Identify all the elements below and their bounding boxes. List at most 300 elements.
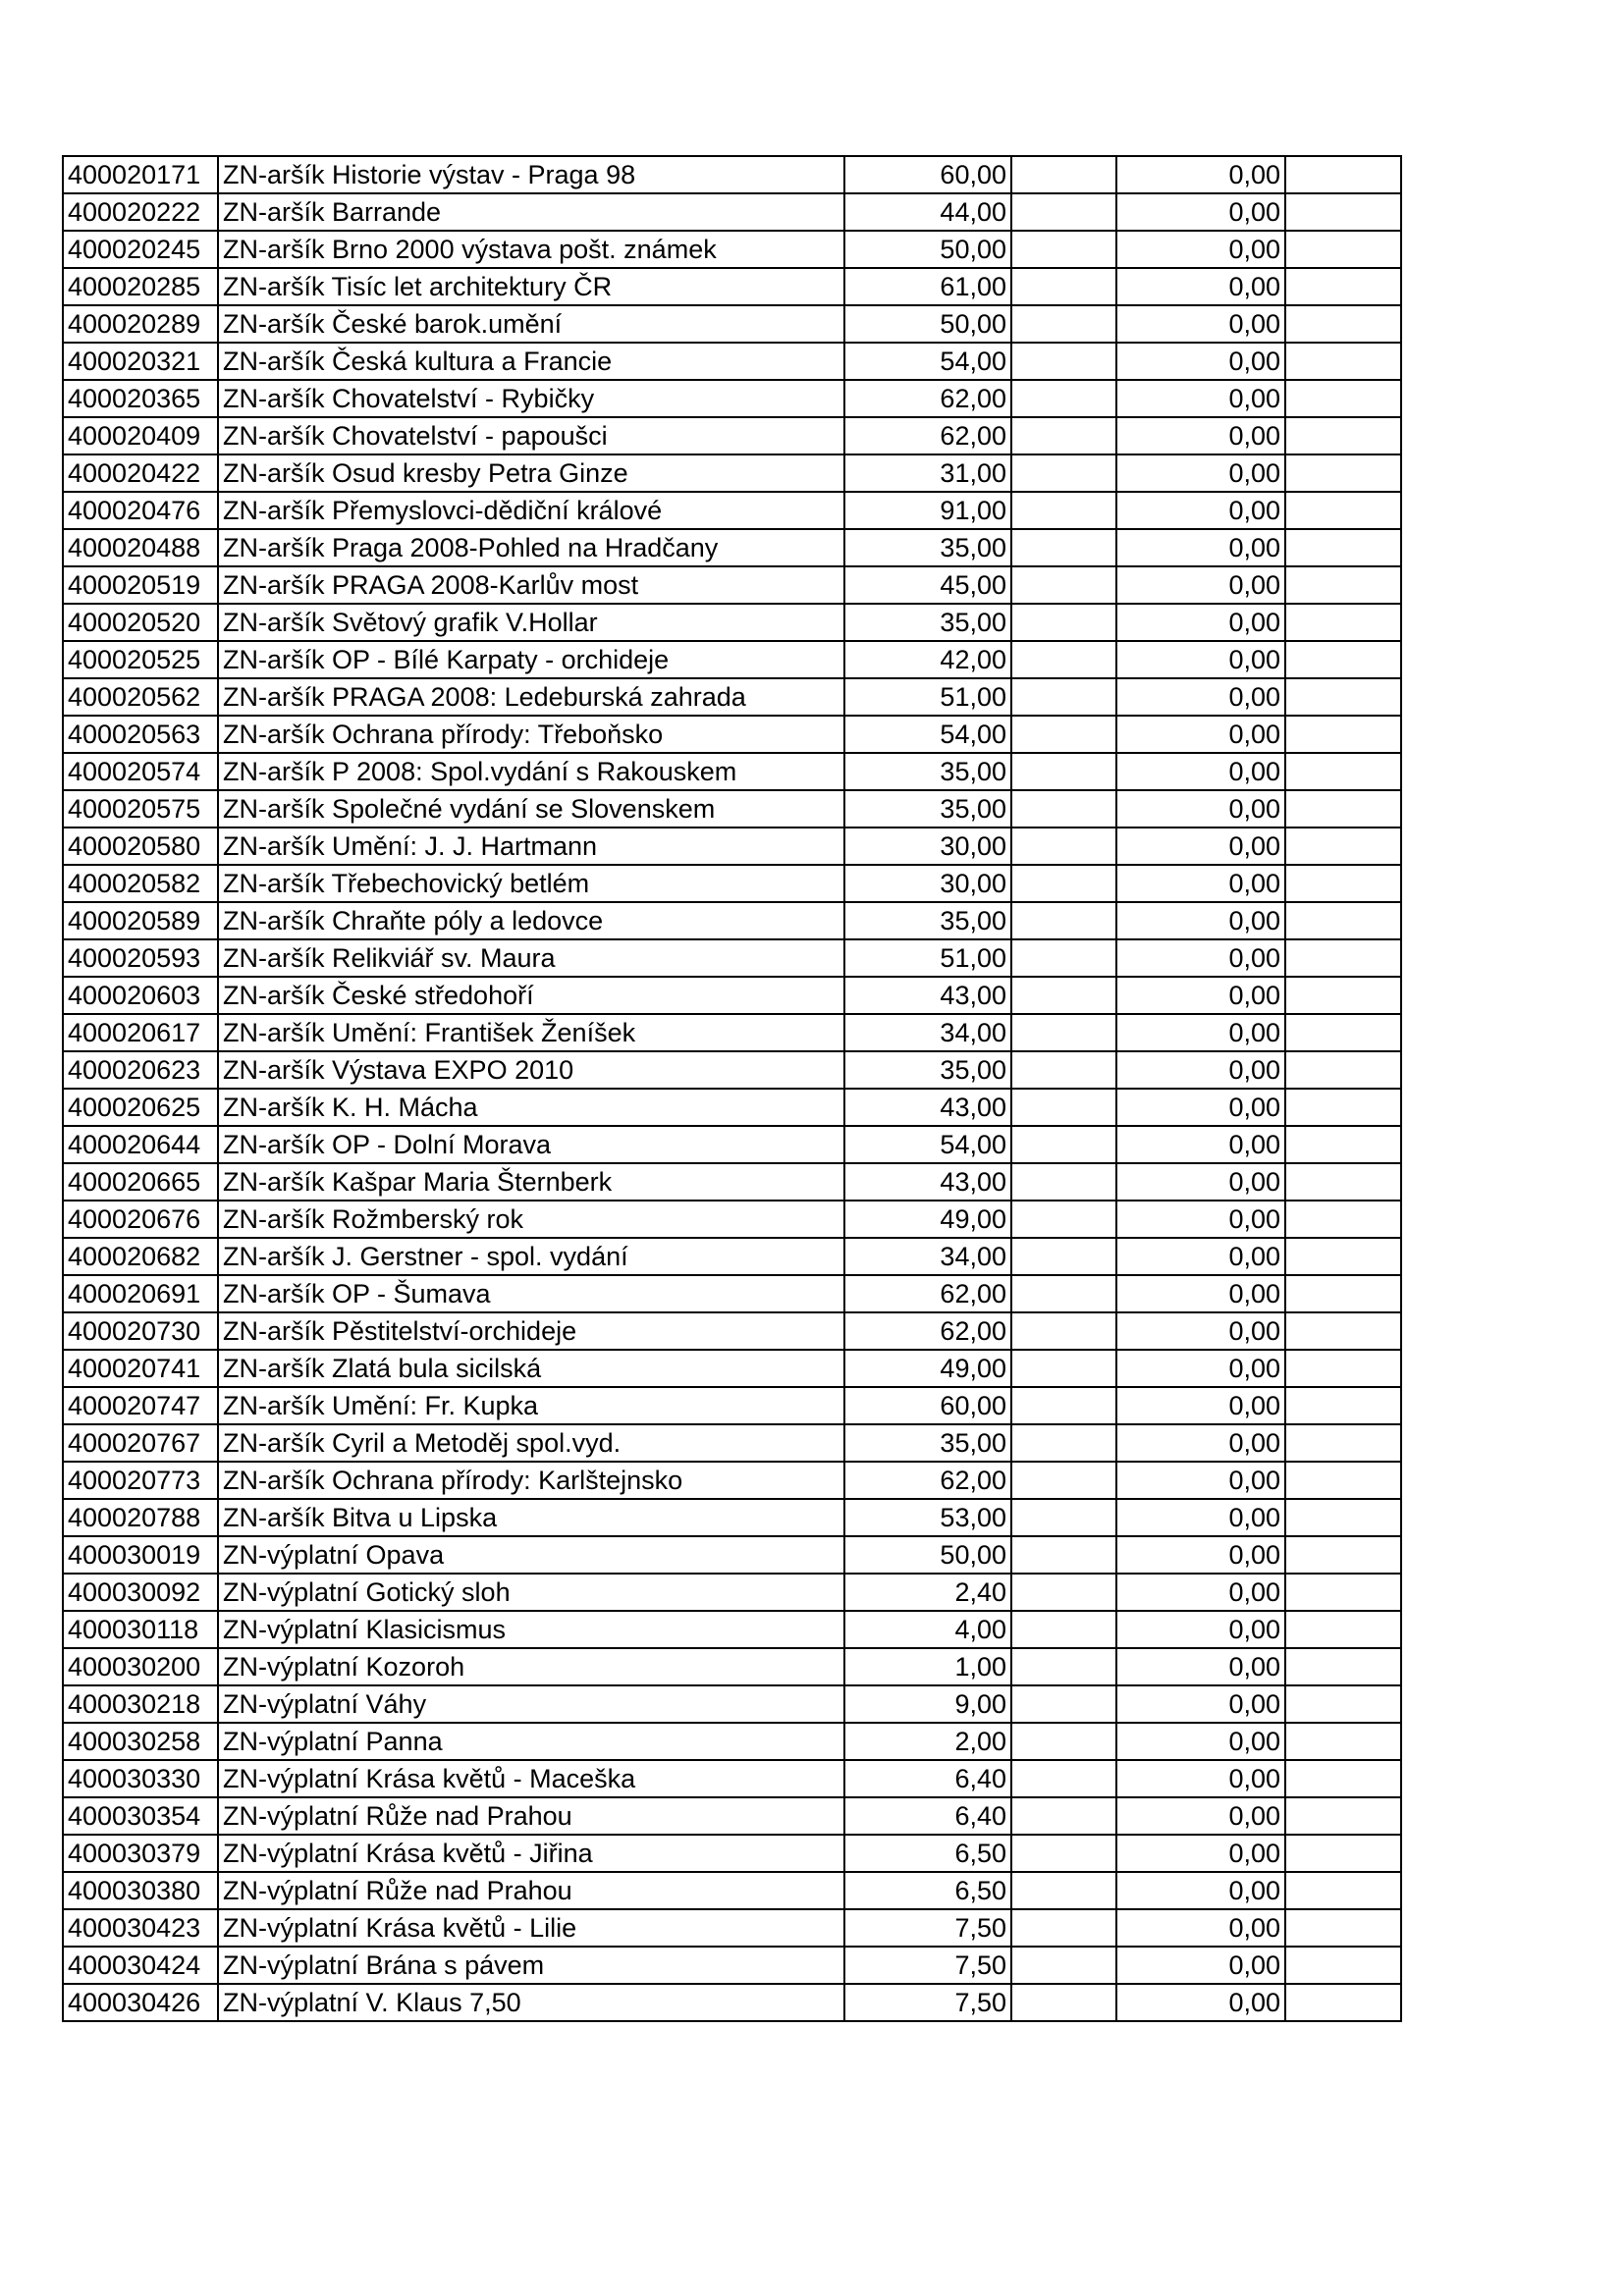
item-code-cell: 400020525	[63, 641, 218, 678]
table-row	[63, 1462, 1401, 1499]
table-row	[63, 1424, 1401, 1462]
item-name-cell: ZN-aršík Historie výstav - Praga 98	[218, 156, 844, 193]
item-price-cell: 6,40	[844, 1760, 1011, 1797]
item-code-cell: 400020773	[63, 1462, 218, 1499]
item-price-cell: 50,00	[844, 231, 1011, 268]
item-value-cell: 0,00	[1116, 902, 1285, 939]
item-code-cell: 400020617	[63, 1014, 218, 1051]
table-row	[63, 1909, 1401, 1947]
item-code-cell: 400030092	[63, 1574, 218, 1611]
item-price-cell: 35,00	[844, 1051, 1011, 1089]
empty-cell	[1285, 1611, 1401, 1648]
item-code-cell: 400020562	[63, 678, 218, 716]
empty-cell	[1285, 156, 1401, 193]
item-name-cell: ZN-výplatní Růže nad Prahou	[218, 1872, 844, 1909]
empty-cell	[1285, 828, 1401, 865]
table-body	[63, 156, 1401, 2021]
table-row	[63, 1760, 1401, 1797]
item-code-cell: 400030118	[63, 1611, 218, 1648]
table-row	[63, 1611, 1401, 1648]
item-name-cell: ZN-aršík Barrande	[218, 193, 844, 231]
item-code-cell: 400030423	[63, 1909, 218, 1947]
item-name-cell: ZN-výplatní Opava	[218, 1536, 844, 1574]
item-name-cell: ZN-výplatní Gotický sloh	[218, 1574, 844, 1611]
item-price-cell: 35,00	[844, 790, 1011, 828]
empty-cell	[1285, 641, 1401, 678]
table-row	[63, 343, 1401, 380]
item-code-cell: 400020747	[63, 1387, 218, 1424]
item-name-cell: ZN-aršík Chraňte póly a ledovce	[218, 902, 844, 939]
table-row	[63, 1947, 1401, 1984]
empty-cell	[1285, 1163, 1401, 1201]
item-code-cell: 400020321	[63, 343, 218, 380]
item-price-cell: 4,00	[844, 1611, 1011, 1648]
item-price-cell: 35,00	[844, 529, 1011, 566]
empty-cell	[1285, 343, 1401, 380]
item-value-cell: 0,00	[1116, 790, 1285, 828]
item-price-cell: 2,40	[844, 1574, 1011, 1611]
empty-cell	[1011, 380, 1116, 417]
empty-cell	[1011, 1536, 1116, 1574]
item-code-cell: 400030330	[63, 1760, 218, 1797]
item-price-cell: 50,00	[844, 305, 1011, 343]
item-code-cell: 400020245	[63, 231, 218, 268]
item-price-cell: 60,00	[844, 1387, 1011, 1424]
item-code-cell: 400020222	[63, 193, 218, 231]
item-name-cell: ZN-aršík Kašpar Maria Šternberk	[218, 1163, 844, 1201]
empty-cell	[1285, 305, 1401, 343]
table-row	[63, 1238, 1401, 1275]
empty-cell	[1285, 753, 1401, 790]
item-name-cell: ZN-aršík Třebechovický betlém	[218, 865, 844, 902]
item-code-cell: 400020644	[63, 1126, 218, 1163]
table-row	[63, 865, 1401, 902]
item-value-cell: 0,00	[1116, 1685, 1285, 1723]
table-row	[63, 604, 1401, 641]
item-value-cell: 0,00	[1116, 1760, 1285, 1797]
empty-cell	[1285, 790, 1401, 828]
item-value-cell: 0,00	[1116, 566, 1285, 604]
item-value-cell: 0,00	[1116, 716, 1285, 753]
empty-cell	[1285, 1835, 1401, 1872]
empty-cell	[1285, 1760, 1401, 1797]
empty-cell	[1011, 566, 1116, 604]
empty-cell	[1285, 977, 1401, 1014]
item-value-cell: 0,00	[1116, 343, 1285, 380]
empty-cell	[1011, 1163, 1116, 1201]
empty-cell	[1285, 1536, 1401, 1574]
item-price-cell: 54,00	[844, 1126, 1011, 1163]
empty-cell	[1285, 865, 1401, 902]
item-code-cell: 400020625	[63, 1089, 218, 1126]
empty-cell	[1011, 678, 1116, 716]
item-value-cell: 0,00	[1116, 1536, 1285, 1574]
item-price-cell: 61,00	[844, 268, 1011, 305]
empty-cell	[1011, 492, 1116, 529]
item-price-cell: 51,00	[844, 678, 1011, 716]
empty-cell	[1285, 268, 1401, 305]
item-value-cell: 0,00	[1116, 977, 1285, 1014]
item-value-cell: 0,00	[1116, 939, 1285, 977]
table-row	[63, 1984, 1401, 2021]
empty-cell	[1011, 1238, 1116, 1275]
table-row	[63, 828, 1401, 865]
empty-cell	[1011, 1201, 1116, 1238]
item-value-cell: 0,00	[1116, 1387, 1285, 1424]
item-name-cell: ZN-aršík J. Gerstner - spol. vydání	[218, 1238, 844, 1275]
item-price-cell: 44,00	[844, 193, 1011, 231]
item-code-cell: 400030200	[63, 1648, 218, 1685]
table-row	[63, 305, 1401, 343]
item-price-cell: 7,50	[844, 1947, 1011, 1984]
item-price-cell: 2,00	[844, 1723, 1011, 1760]
item-code-cell: 400020623	[63, 1051, 218, 1089]
empty-cell	[1011, 1275, 1116, 1312]
table-row	[63, 1797, 1401, 1835]
item-code-cell: 400020593	[63, 939, 218, 977]
table-row	[63, 231, 1401, 268]
item-value-cell: 0,00	[1116, 1238, 1285, 1275]
table-row	[63, 1350, 1401, 1387]
empty-cell	[1285, 1872, 1401, 1909]
empty-cell	[1285, 231, 1401, 268]
item-price-cell: 34,00	[844, 1238, 1011, 1275]
item-price-cell: 30,00	[844, 828, 1011, 865]
item-code-cell: 400020582	[63, 865, 218, 902]
item-name-cell: ZN-aršík Rožmberský rok	[218, 1201, 844, 1238]
item-price-cell: 9,00	[844, 1685, 1011, 1723]
table-row	[63, 492, 1401, 529]
item-price-cell: 54,00	[844, 343, 1011, 380]
empty-cell	[1285, 1238, 1401, 1275]
item-price-cell: 30,00	[844, 865, 1011, 902]
empty-cell	[1285, 193, 1401, 231]
empty-cell	[1011, 1089, 1116, 1126]
item-name-cell: ZN-výplatní Váhy	[218, 1685, 844, 1723]
item-name-cell: ZN-výplatní Panna	[218, 1723, 844, 1760]
empty-cell	[1011, 417, 1116, 454]
table-row	[63, 1089, 1401, 1126]
item-price-cell: 43,00	[844, 1089, 1011, 1126]
item-code-cell: 400020171	[63, 156, 218, 193]
item-price-cell: 34,00	[844, 1014, 1011, 1051]
item-name-cell: ZN-aršík České barok.umění	[218, 305, 844, 343]
empty-cell	[1285, 1089, 1401, 1126]
empty-cell	[1011, 865, 1116, 902]
item-name-cell: ZN-aršík Zlatá bula sicilská	[218, 1350, 844, 1387]
item-price-cell: 51,00	[844, 939, 1011, 977]
item-price-cell: 43,00	[844, 1163, 1011, 1201]
item-code-cell: 400020519	[63, 566, 218, 604]
item-value-cell: 0,00	[1116, 1201, 1285, 1238]
item-code-cell: 400030019	[63, 1536, 218, 1574]
item-value-cell: 0,00	[1116, 1909, 1285, 1947]
item-name-cell: ZN-aršík Cyril a Metoděj spol.vyd.	[218, 1424, 844, 1462]
item-price-cell: 7,50	[844, 1909, 1011, 1947]
empty-cell	[1285, 1797, 1401, 1835]
item-name-cell: ZN-výplatní Krása květů - Jiřina	[218, 1835, 844, 1872]
item-code-cell: 400020488	[63, 529, 218, 566]
item-name-cell: ZN-aršík Tisíc let architektury ČR	[218, 268, 844, 305]
table-row	[63, 1126, 1401, 1163]
item-price-cell: 91,00	[844, 492, 1011, 529]
empty-cell	[1285, 1648, 1401, 1685]
item-value-cell: 0,00	[1116, 1350, 1285, 1387]
empty-cell	[1011, 1462, 1116, 1499]
item-price-cell: 53,00	[844, 1499, 1011, 1536]
empty-cell	[1285, 604, 1401, 641]
table-row	[63, 156, 1401, 193]
item-value-cell: 0,00	[1116, 753, 1285, 790]
table-row	[63, 977, 1401, 1014]
empty-cell	[1285, 566, 1401, 604]
item-value-cell: 0,00	[1116, 529, 1285, 566]
item-value-cell: 0,00	[1116, 1424, 1285, 1462]
table-row	[63, 1163, 1401, 1201]
item-code-cell: 400020767	[63, 1424, 218, 1462]
item-code-cell: 400030426	[63, 1984, 218, 2021]
item-name-cell: ZN-aršík Relikviář sv. Maura	[218, 939, 844, 977]
item-name-cell: ZN-výplatní Klasicismus	[218, 1611, 844, 1648]
item-value-cell: 0,00	[1116, 1984, 1285, 2021]
item-price-cell: 50,00	[844, 1536, 1011, 1574]
empty-cell	[1285, 1424, 1401, 1462]
item-value-cell: 0,00	[1116, 454, 1285, 492]
item-code-cell: 400020563	[63, 716, 218, 753]
empty-cell	[1285, 1387, 1401, 1424]
empty-cell	[1285, 1685, 1401, 1723]
empty-cell	[1011, 1648, 1116, 1685]
item-code-cell: 400020676	[63, 1201, 218, 1238]
item-value-cell: 0,00	[1116, 417, 1285, 454]
item-price-cell: 35,00	[844, 753, 1011, 790]
item-price-cell: 62,00	[844, 1462, 1011, 1499]
item-code-cell: 400020788	[63, 1499, 218, 1536]
table-row	[63, 1014, 1401, 1051]
empty-cell	[1011, 1760, 1116, 1797]
empty-cell	[1011, 305, 1116, 343]
empty-cell	[1011, 1984, 1116, 2021]
table-row	[63, 1387, 1401, 1424]
empty-cell	[1285, 1947, 1401, 1984]
item-name-cell: ZN-aršík Umění: J. J. Hartmann	[218, 828, 844, 865]
item-code-cell: 400020691	[63, 1275, 218, 1312]
empty-cell	[1285, 716, 1401, 753]
empty-cell	[1285, 1499, 1401, 1536]
item-code-cell: 400020574	[63, 753, 218, 790]
item-name-cell: ZN-výplatní Krása květů - Maceška	[218, 1760, 844, 1797]
empty-cell	[1285, 1014, 1401, 1051]
item-name-cell: ZN-aršík Ochrana přírody: Karlštejnsko	[218, 1462, 844, 1499]
item-value-cell: 0,00	[1116, 193, 1285, 231]
item-name-cell: ZN-výplatní V. Klaus 7,50	[218, 1984, 844, 2021]
item-price-cell: 45,00	[844, 566, 1011, 604]
table-row	[63, 1685, 1401, 1723]
item-code-cell: 400020730	[63, 1312, 218, 1350]
empty-cell	[1285, 1462, 1401, 1499]
item-price-cell: 6,50	[844, 1872, 1011, 1909]
item-name-cell: ZN-aršík Česká kultura a Francie	[218, 343, 844, 380]
item-code-cell: 400020580	[63, 828, 218, 865]
empty-cell	[1285, 492, 1401, 529]
table-row	[63, 454, 1401, 492]
empty-cell	[1011, 454, 1116, 492]
table-row	[63, 417, 1401, 454]
table-row	[63, 268, 1401, 305]
empty-cell	[1011, 1723, 1116, 1760]
item-price-cell: 6,50	[844, 1835, 1011, 1872]
empty-cell	[1285, 417, 1401, 454]
item-value-cell: 0,00	[1116, 604, 1285, 641]
empty-cell	[1011, 1387, 1116, 1424]
empty-cell	[1285, 939, 1401, 977]
empty-cell	[1011, 1499, 1116, 1536]
item-price-cell: 62,00	[844, 380, 1011, 417]
empty-cell	[1011, 1909, 1116, 1947]
item-value-cell: 0,00	[1116, 1723, 1285, 1760]
item-value-cell: 0,00	[1116, 828, 1285, 865]
item-name-cell: ZN-aršík OP - Šumava	[218, 1275, 844, 1312]
empty-cell	[1011, 1424, 1116, 1462]
empty-cell	[1285, 380, 1401, 417]
empty-cell	[1011, 529, 1116, 566]
empty-cell	[1011, 193, 1116, 231]
item-value-cell: 0,00	[1116, 1163, 1285, 1201]
item-code-cell: 400020741	[63, 1350, 218, 1387]
item-price-cell: 54,00	[844, 716, 1011, 753]
item-name-cell: ZN-aršík Brno 2000 výstava pošt. známek	[218, 231, 844, 268]
item-code-cell: 400020520	[63, 604, 218, 641]
item-code-cell: 400020409	[63, 417, 218, 454]
stamp-price-table	[62, 155, 1402, 2022]
empty-cell	[1011, 1350, 1116, 1387]
item-price-cell: 62,00	[844, 1275, 1011, 1312]
item-code-cell: 400020422	[63, 454, 218, 492]
item-value-cell: 0,00	[1116, 1499, 1285, 1536]
empty-cell	[1011, 156, 1116, 193]
item-price-cell: 62,00	[844, 417, 1011, 454]
item-value-cell: 0,00	[1116, 1312, 1285, 1350]
empty-cell	[1011, 1126, 1116, 1163]
item-value-cell: 0,00	[1116, 380, 1285, 417]
item-code-cell: 400020476	[63, 492, 218, 529]
item-name-cell: ZN-aršík Pěstitelství-orchideje	[218, 1312, 844, 1350]
item-code-cell: 400020365	[63, 380, 218, 417]
table-row	[63, 1723, 1401, 1760]
empty-cell	[1285, 678, 1401, 716]
table-row	[63, 641, 1401, 678]
empty-cell	[1011, 1947, 1116, 1984]
item-name-cell: ZN-aršík PRAGA 2008-Karlův most	[218, 566, 844, 604]
empty-cell	[1011, 1872, 1116, 1909]
empty-cell	[1011, 1051, 1116, 1089]
table-row	[63, 380, 1401, 417]
empty-cell	[1011, 604, 1116, 641]
item-name-cell: ZN-aršík Společné vydání se Slovenskem	[218, 790, 844, 828]
item-value-cell: 0,00	[1116, 268, 1285, 305]
empty-cell	[1285, 529, 1401, 566]
item-price-cell: 42,00	[844, 641, 1011, 678]
item-code-cell: 400030380	[63, 1872, 218, 1909]
item-price-cell: 35,00	[844, 604, 1011, 641]
empty-cell	[1285, 1984, 1401, 2021]
item-name-cell: ZN-aršík Praga 2008-Pohled na Hradčany	[218, 529, 844, 566]
item-price-cell: 35,00	[844, 902, 1011, 939]
empty-cell	[1011, 977, 1116, 1014]
item-code-cell: 400020682	[63, 1238, 218, 1275]
item-code-cell: 400020603	[63, 977, 218, 1014]
item-value-cell: 0,00	[1116, 641, 1285, 678]
table-row	[63, 1312, 1401, 1350]
empty-cell	[1011, 1312, 1116, 1350]
empty-cell	[1011, 268, 1116, 305]
item-value-cell: 0,00	[1116, 1797, 1285, 1835]
item-value-cell: 0,00	[1116, 1275, 1285, 1312]
table-row	[63, 1275, 1401, 1312]
empty-cell	[1285, 1126, 1401, 1163]
empty-cell	[1011, 641, 1116, 678]
item-name-cell: ZN-výplatní Kozoroh	[218, 1648, 844, 1685]
item-value-cell: 0,00	[1116, 156, 1285, 193]
item-value-cell: 0,00	[1116, 1947, 1285, 1984]
item-name-cell: ZN-aršík Bitva u Lipska	[218, 1499, 844, 1536]
table-row	[63, 1051, 1401, 1089]
item-code-cell: 400020289	[63, 305, 218, 343]
item-name-cell: ZN-aršík Chovatelství - papoušci	[218, 417, 844, 454]
item-value-cell: 0,00	[1116, 1014, 1285, 1051]
empty-cell	[1285, 1201, 1401, 1238]
empty-cell	[1011, 1574, 1116, 1611]
item-code-cell: 400020589	[63, 902, 218, 939]
item-value-cell: 0,00	[1116, 1051, 1285, 1089]
item-value-cell: 0,00	[1116, 1126, 1285, 1163]
table-row	[63, 678, 1401, 716]
item-value-cell: 0,00	[1116, 1574, 1285, 1611]
item-price-cell: 1,00	[844, 1648, 1011, 1685]
item-name-cell: ZN-aršík Světový grafik V.Hollar	[218, 604, 844, 641]
table-row	[63, 566, 1401, 604]
item-value-cell: 0,00	[1116, 678, 1285, 716]
empty-cell	[1011, 1797, 1116, 1835]
empty-cell	[1285, 1051, 1401, 1089]
item-price-cell: 6,40	[844, 1797, 1011, 1835]
item-value-cell: 0,00	[1116, 1872, 1285, 1909]
item-name-cell: ZN-aršík PRAGA 2008: Ledeburská zahrada	[218, 678, 844, 716]
item-price-cell: 43,00	[844, 977, 1011, 1014]
empty-cell	[1011, 753, 1116, 790]
empty-cell	[1011, 828, 1116, 865]
empty-cell	[1011, 1685, 1116, 1723]
item-code-cell: 400030218	[63, 1685, 218, 1723]
item-price-cell: 35,00	[844, 1424, 1011, 1462]
empty-cell	[1011, 1014, 1116, 1051]
empty-cell	[1011, 343, 1116, 380]
item-name-cell: ZN-aršík Chovatelství - Rybičky	[218, 380, 844, 417]
item-value-cell: 0,00	[1116, 1611, 1285, 1648]
table-row	[63, 1201, 1401, 1238]
empty-cell	[1011, 790, 1116, 828]
item-name-cell: ZN-aršík České středohoří	[218, 977, 844, 1014]
item-price-cell: 62,00	[844, 1312, 1011, 1350]
item-name-cell: ZN-aršík Umění: Fr. Kupka	[218, 1387, 844, 1424]
item-code-cell: 400020575	[63, 790, 218, 828]
item-name-cell: ZN-aršík Výstava EXPO 2010	[218, 1051, 844, 1089]
empty-cell	[1011, 902, 1116, 939]
item-price-cell: 49,00	[844, 1201, 1011, 1238]
table-row	[63, 529, 1401, 566]
item-code-cell: 400030354	[63, 1797, 218, 1835]
table-row	[63, 1648, 1401, 1685]
